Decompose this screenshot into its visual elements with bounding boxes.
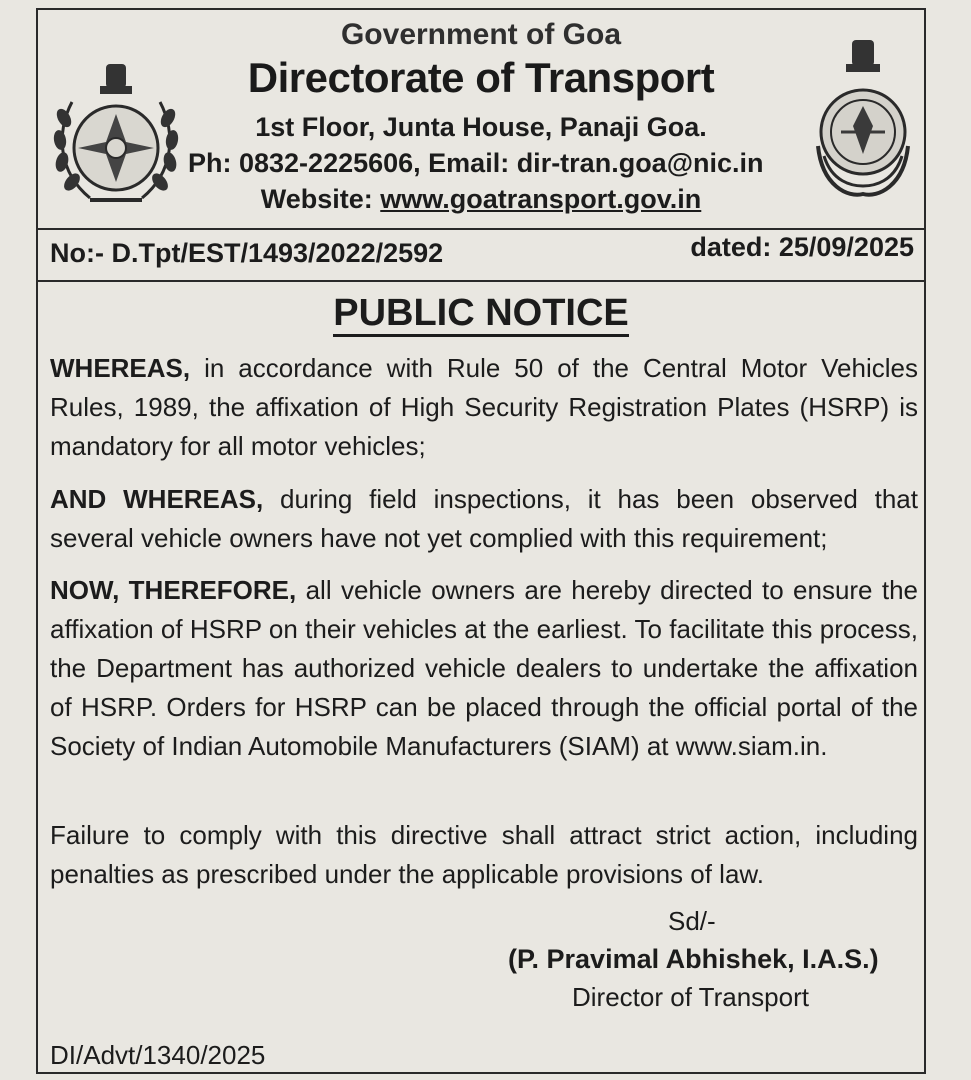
website-line — [38, 184, 924, 215]
paragraph-3-text: all vehicle owners are hereby directed to ensure the affixation of HSRP on their vehicles at the earliest. To facilitate this process, the Department has authorized vehicle dealers to undertake the affixation of HSRP. Orders for HSRP can be placed through the official portal of the Society of Indian Automobile Manufacturers (SIAM) at www.siam.in. — [50, 575, 919, 761]
directorate-title: Directorate of Transport — [247, 54, 715, 101]
notice-paragraph-4: Failure to comply with this directive shall attract strict action, including penalties as prescribed under the applicable provisions of law. — [50, 820, 918, 889]
office-address: 1st Floor, Junta House, Panaji Goa. — [255, 112, 707, 142]
signature-sd: Sd/- — [668, 906, 716, 936]
paragraph-2-lead: AND WHEREAS, — [50, 484, 264, 514]
signatory-name: (P. Pravimal Abhishek, I.A.S.) — [508, 944, 879, 974]
reference-number: No:- D.Tpt/EST/1493/2022/2592 — [50, 238, 444, 268]
header-divider — [38, 228, 924, 230]
paragraph-1-text: in accordance with Rule 50 of the Central Motor Vehicles Rules, 1989, the affixation of High Security Registration Plates (HSRP) is mandatory for all motor vehicles; — [50, 353, 918, 461]
notice-frame — [36, 8, 926, 1074]
website-label: Website: — [260, 184, 373, 214]
reference-date: dated: 25/09/2025 — [690, 232, 914, 262]
paragraph-2-text: during field inspections, it has been observed that several vehicle owners have not yet complied with this requirement; — [50, 484, 918, 553]
government-title: Government of Goa — [340, 18, 622, 51]
notice-paragraph-2 — [50, 480, 918, 558]
notice-paragraph-3 — [50, 571, 918, 766]
website-link[interactable]: www.goatransport.gov.in — [380, 184, 702, 214]
reference-divider — [38, 280, 924, 282]
notice-header — [38, 10, 924, 232]
notice-title-text: PUBLIC NOTICE — [333, 292, 629, 337]
signatory-designation: Director of Transport — [572, 982, 809, 1012]
notice-paragraph-1 — [50, 349, 918, 466]
notice-title — [38, 292, 924, 335]
paragraph-3-lead: NOW, THEREFORE, — [50, 575, 297, 605]
goa-state-emblem-icon — [808, 36, 918, 206]
paragraph-1-lead: WHEREAS, — [50, 353, 191, 383]
contact-details: Ph: 0832-2225606, Email: dir-tran.goa@nic.in — [188, 148, 764, 178]
advertisement-number: DI/Advt/1340/2025 — [50, 1040, 266, 1070]
